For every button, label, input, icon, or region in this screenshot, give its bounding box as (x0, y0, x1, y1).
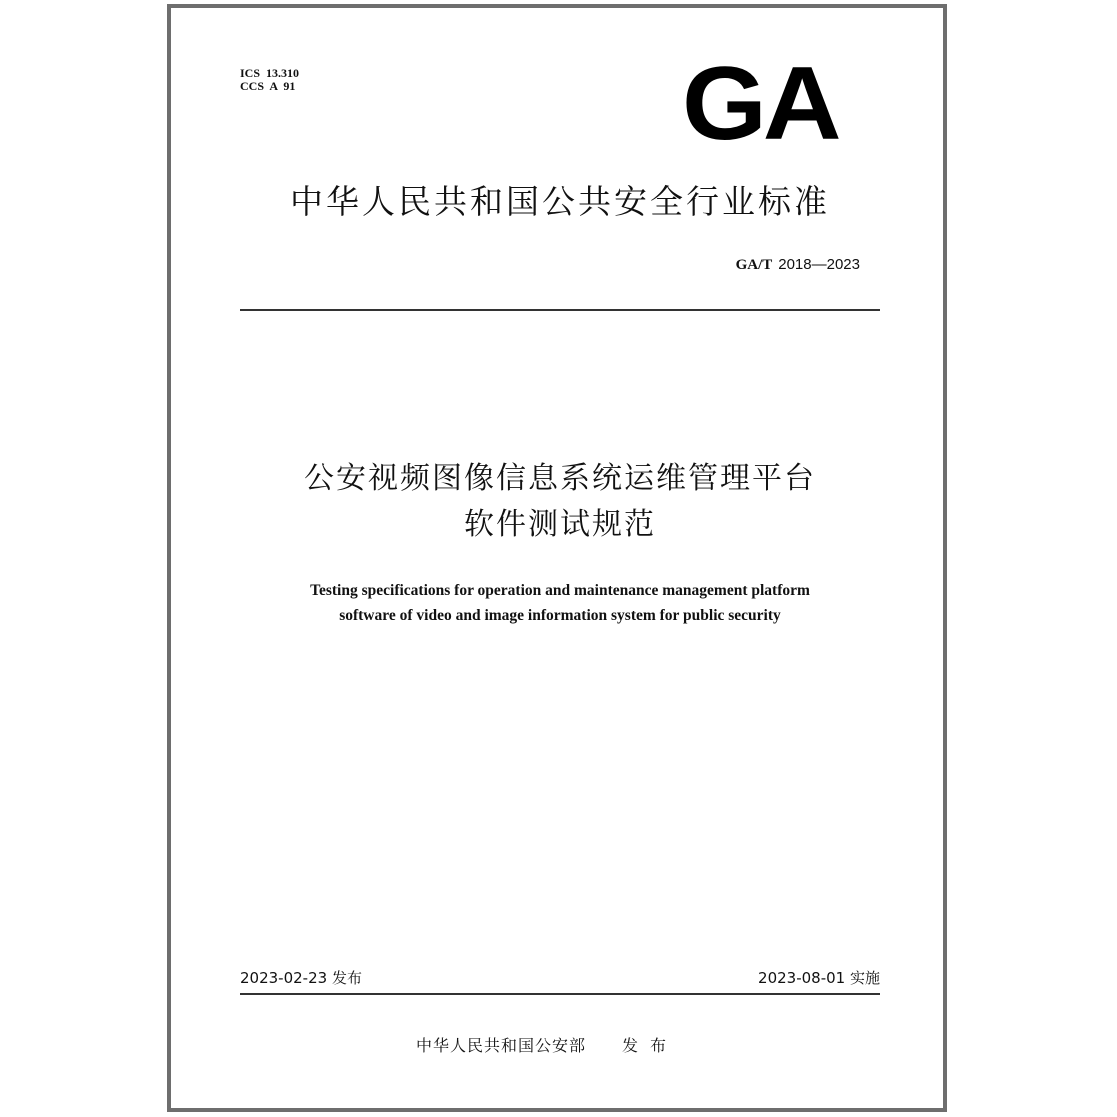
standard-code (736, 256, 860, 274)
standard-code-prefix: GA/T (735, 257, 773, 273)
document-title-line-2: 软件测试规范 (464, 507, 656, 542)
standard-code-number: 2018—2023 (778, 256, 860, 273)
issue-date: 2023-02-23 发布 (240, 969, 362, 987)
publisher (416, 1033, 678, 1056)
document-title-line-1: 公安视频图像信息系统运维管理平台 (304, 461, 816, 496)
standard-title: 中华人民共和国公共安全行业标准 (290, 182, 830, 221)
english-title-line-1: Testing specifications for operation and maintenance management platform (310, 582, 810, 599)
publisher-action: 发布 (622, 1036, 679, 1055)
bottom-divider (240, 993, 880, 995)
ics-code: ICS 13.310 (240, 66, 300, 80)
classification-codes (240, 67, 299, 93)
page-frame (167, 4, 947, 1112)
publisher-name: 中华人民共和国公安部 (416, 1036, 587, 1055)
top-divider (240, 309, 880, 311)
english-title-line-2: software of video and image information system for public security (339, 607, 781, 624)
ga-logo: GA (682, 46, 838, 162)
document-title (200, 456, 920, 548)
english-title (200, 578, 920, 628)
ccs-code: CCS A 91 (240, 79, 296, 93)
implementation-date: 2023-08-01 实施 (758, 969, 880, 987)
